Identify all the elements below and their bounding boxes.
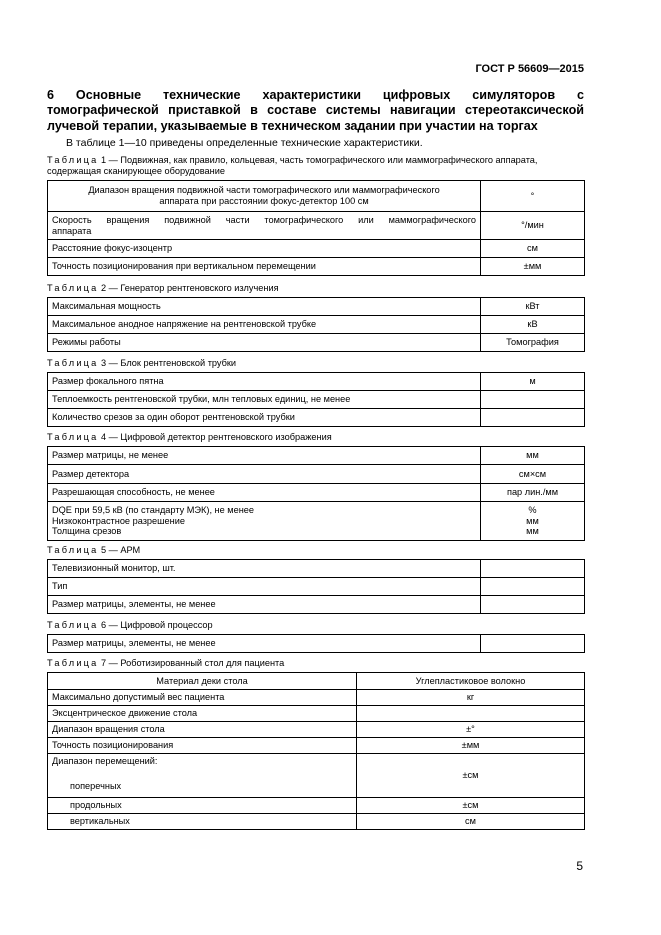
table-row: [48, 212, 585, 240]
table3-caption: Таблица 3 — Блок рентгеновской трубки: [47, 358, 237, 368]
document-id: ГОСТ Р 56609—2015: [475, 63, 584, 75]
table-cell-unit: ±мм: [357, 738, 585, 754]
table-cell-unit: см×см: [481, 465, 585, 484]
table-row: [48, 754, 585, 776]
table-cell-name: продольных: [48, 798, 357, 814]
table7: [47, 672, 585, 830]
table4: [47, 446, 585, 541]
table-cell-name: Размер матрицы, элементы, не менее: [48, 596, 481, 614]
table-cell-unit: °/мин: [481, 212, 585, 240]
table-header-name: Материал деки стола: [48, 673, 357, 690]
table-cell-name: поперечных: [48, 776, 357, 798]
table-row: [48, 484, 585, 502]
table-row: [48, 298, 585, 316]
table1-caption: Таблица 1 — Подвижная, как правило, кольцевая, часть томографического или маммографического аппарата, содержащая сканирующее оборудование: [47, 155, 538, 177]
table1: [47, 180, 585, 276]
table-row: [48, 635, 585, 653]
table-cell-name: Эксцентрическое движение стола: [48, 706, 357, 722]
table-cell-unit: [481, 391, 585, 409]
table-row: [48, 334, 585, 352]
table-cell-unit: [481, 596, 585, 614]
table-cell-unit: ±°: [357, 722, 585, 738]
table4-caption: Таблица 4 — Цифровой детектор рентгеновского изображения: [47, 432, 332, 442]
table3: [47, 372, 585, 427]
table-cell-name: Точность позиционирования при вертикальном перемещении: [48, 258, 481, 276]
table-header-row: [48, 673, 585, 690]
table-cell-name: Размер матрицы, элементы, не менее: [48, 635, 481, 653]
table-row: [48, 373, 585, 391]
table-cell-name: Тип: [48, 578, 481, 596]
table-cell-unit: мм: [481, 447, 585, 465]
table2-caption: Таблица 2 — Генератор рентгеновского излучения: [47, 283, 279, 293]
table5-caption: Таблица 5 — АРМ: [47, 545, 141, 555]
table-cell-unit: [481, 635, 585, 653]
table-cell-unit: см: [357, 814, 585, 830]
table-header-unit: Углепластиковое волокно: [357, 673, 585, 690]
table-cell-name: Телевизионный монитор, шт.: [48, 560, 481, 578]
table-cell-name: Диапазон перемещений:: [48, 754, 357, 776]
table-cell-name: Режимы работы: [48, 334, 481, 352]
table-cell-name: Диапазон вращения подвижной части томографического или маммографического аппарата при расстоянии фокус-детектор 100 см: [48, 181, 481, 212]
table-row: [48, 560, 585, 578]
table-row: [48, 447, 585, 465]
table-cell-unit: Томография: [481, 334, 585, 352]
table-row: [48, 690, 585, 706]
page-number: 5: [576, 859, 583, 873]
table7-caption: Таблица 7 — Роботизированный стол для пациента: [47, 658, 285, 668]
table-cell-unit: м: [481, 373, 585, 391]
table-cell-unit: ±см: [357, 798, 585, 814]
table-cell-name: Разрешающая способность, не менее: [48, 484, 481, 502]
table-cell-name: вертикальных: [48, 814, 357, 830]
table-row: [48, 502, 585, 541]
table-row: [48, 738, 585, 754]
table-cell-unit: ±см: [357, 754, 585, 798]
table-cell-unit: ±мм: [481, 258, 585, 276]
table-cell-unit: [481, 560, 585, 578]
table-cell-unit: см: [481, 240, 585, 258]
table-cell-name: Размер матрицы, не менее: [48, 447, 481, 465]
section-title: 6 Основные технические характеристики цифровых симуляторов с томографической приставкой в составе системы навигации стереотаксической лучевой терапии, указываемые в техническом задании при участии на торгах: [47, 88, 584, 133]
table-cell-name: DQE при 59,5 кВ (по стандарту МЭК), не менее Низкоконтрастное разрешение Толщина срезов: [48, 502, 481, 541]
table-row: [48, 596, 585, 614]
table-cell-unit: кг: [357, 690, 585, 706]
table-row: [48, 181, 585, 212]
table-cell-unit: % мм мм: [481, 502, 585, 541]
table-row: [48, 316, 585, 334]
table-cell-name: Диапазон вращения стола: [48, 722, 357, 738]
table-row: [48, 258, 585, 276]
table-cell-name: Размер детектора: [48, 465, 481, 484]
table-row: [48, 409, 585, 427]
table-cell-unit: [481, 578, 585, 596]
table-row: [48, 465, 585, 484]
table-cell-name: Скорость вращения подвижной части томографического или маммографического аппарата: [48, 212, 481, 240]
table-cell-name: Точность позиционирования: [48, 738, 357, 754]
table-cell-name: Количество срезов за один оборот рентгеновской трубки: [48, 409, 481, 427]
table-row: [48, 391, 585, 409]
table-cell-name: Максимально допустимый вес пациента: [48, 690, 357, 706]
table-cell-unit: пар лин./мм: [481, 484, 585, 502]
table-row: [48, 814, 585, 830]
table2: [47, 297, 585, 352]
table-cell-name: Максимальное анодное напряжение на рентгеновской трубке: [48, 316, 481, 334]
table-row: [48, 578, 585, 596]
table-cell-name: Теплоемкость рентгеновской трубки, млн тепловых единиц, не менее: [48, 391, 481, 409]
table5: [47, 559, 585, 614]
table-row: [48, 722, 585, 738]
table-cell-unit: кВ: [481, 316, 585, 334]
table-row: [48, 240, 585, 258]
table-cell-unit: кВт: [481, 298, 585, 316]
table-cell-name: Максимальная мощность: [48, 298, 481, 316]
table6-caption: Таблица 6 — Цифровой процессор: [47, 620, 213, 630]
table-cell-name: Размер фокального пятна: [48, 373, 481, 391]
table-row: [48, 798, 585, 814]
table-cell-unit: [357, 706, 585, 722]
table-row: [48, 706, 585, 722]
table-cell-unit: °: [481, 181, 585, 212]
table-cell-unit: [481, 409, 585, 427]
table-cell-name: Расстояние фокус-изоцентр: [48, 240, 481, 258]
table6: [47, 634, 585, 653]
intro-text: В таблице 1—10 приведены определенные технические характеристики.: [66, 137, 423, 149]
